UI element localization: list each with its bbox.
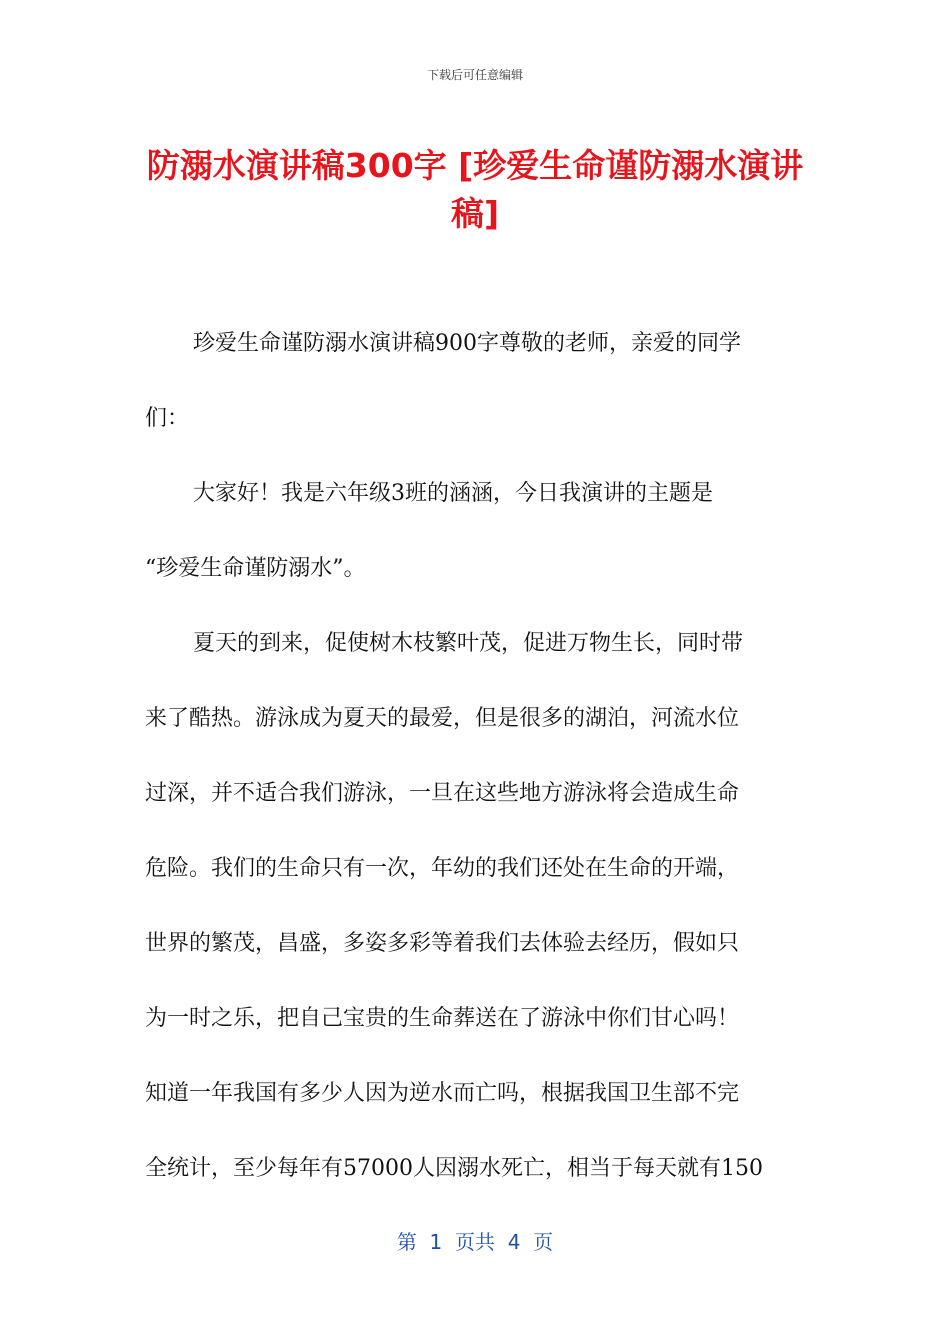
document-title: 防溺水演讲稿300字 [珍爱生命谨防溺水演讲稿] bbox=[146, 146, 804, 233]
paragraph-line: “珍爱生命谨防溺水”。 bbox=[145, 556, 366, 581]
paragraph-line: 全统计，至少每年有57000人因溺水死亡，相当于每天就有150 bbox=[145, 1156, 763, 1181]
paragraph-line: 来了酷热。游泳成为夏天的最爱，但是很多的湖泊，河流水位 bbox=[145, 706, 740, 731]
paragraph-line: 过深，并不适合我们游泳，一旦在这些地方游泳将会造成生命 bbox=[145, 781, 740, 806]
paragraph-line: 世界的繁茂，昌盛，多姿多彩等着我们去体验去经历，假如只 bbox=[145, 931, 740, 956]
page-number: 第 1 页共 4 页 bbox=[396, 1230, 554, 1254]
paragraph-line: 危险。我们的生命只有一次，年幼的我们还处在生命的开端， bbox=[145, 856, 740, 881]
paragraph-line: 珍爱生命谨防溺水演讲稿900字尊敬的老师，亲爱的同学 bbox=[193, 331, 741, 356]
paragraph-line: 为一时之乐，把自己宝贵的生命葬送在了游泳中你们甘心吗！ bbox=[145, 1006, 740, 1031]
paragraph-line: 们： bbox=[145, 406, 190, 431]
header-note: 下载后可任意编辑 bbox=[426, 68, 523, 82]
paragraph-line: 大家好！我是六年级3班的涵涵，今日我演讲的主题是 bbox=[193, 481, 713, 506]
paragraph-line: 夏天的到来，促使树木枝繁叶茂，促进万物生长，同时带 bbox=[193, 631, 744, 656]
paragraph-line: 知道一年我国有多少人因为逆水而亡吗，根据我国卫生部不完 bbox=[145, 1081, 740, 1106]
